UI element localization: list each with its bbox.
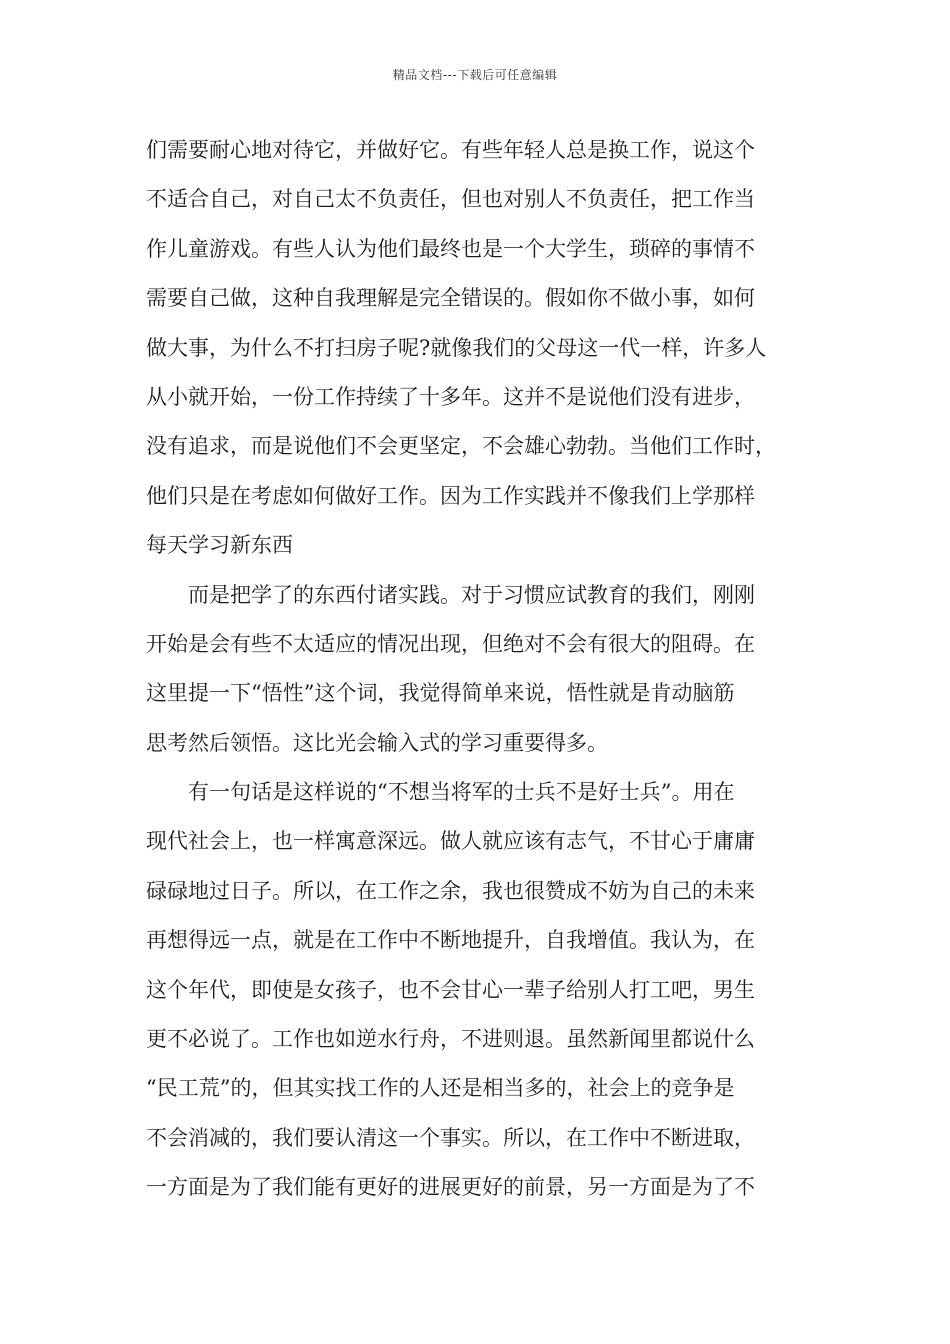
paragraph-3-line: 现代社会上，也一样寓意深远。做人就应该有志气，不甘心于庸庸 [146,829,755,854]
paragraph-3-line: 这个年代，即使是女孩子，也不会甘心一辈子给别人打工吧，男生 [146,977,755,1002]
paragraph-1-line: 做大事，为什么不打扫房子呢?就像我们的父母这一代一样，许多人 [146,335,767,360]
paragraph-3-line: 更不必说了。工作也如逆水行舟，不进则退。虽然新闻里都说什么 [146,1027,755,1052]
paragraph-1-line: 每天学习新东西 [146,533,293,558]
paragraph-1-line: 从小就开始，一份工作持续了十多年。这并不是说他们没有进步， [146,384,755,409]
paragraph-3-line: “民工荒”的，但其实找工作的人还是相当多的，社会上的竞争是 [146,1076,735,1101]
paragraph-1-line: 需要自己做，这种自我理解是完全错误的。假如你不做小事，如何 [146,286,755,311]
paragraph-2-line: 而是把学了的东西付诸实践。对于习惯应试教育的我们，刚刚 [188,582,755,607]
page-header: 精品文档---下载后可任意编辑 [392,68,558,82]
paragraph-2-line: 思考然后领悟。这比光会输入式的学习重要得多。 [146,730,608,755]
paragraph-3-line: 碌碌地过日子。所以，在工作之余，我也很赞成不妨为自己的未来 [146,878,755,903]
document-body [146,126,812,1213]
paragraph-1-line: 不适合自己，对自己太不负责任，但也对别人不负责任，把工作当 [146,187,755,212]
paragraph-2-line: 这里提一下“悟性”这个词，我觉得简单来说，悟性就是肯动脑筋 [146,681,735,706]
paragraph-2-line: 开始是会有些不太适应的情况出现，但绝对不会有很大的阻碍。在 [146,631,755,656]
paragraph-1-line: 们需要耐心地对待它，并做好它。有些年轻人总是换工作，说这个 [146,138,755,162]
paragraph-3-line: 再想得远一点，就是在工作中不断地提升，自我增值。我认为，在 [146,928,755,953]
paragraph-3-line: 不会消减的，我们要认清这一个事实。所以，在工作中不断进取， [146,1125,755,1150]
paragraph-3-line: 有一句话是这样说的“不想当将军的士兵不是好士兵”。用在 [188,780,735,805]
paragraph-3-line: 一方面是为了我们能有更好的进展更好的前景，另一方面是为了不 [146,1175,755,1200]
paragraph-1-line: 他们只是在考虑如何做好工作。因为工作实践并不像我们上学那样 [146,483,755,508]
paragraph-1-line: 没有追求，而是说他们不会更坚定，不会雄心勃勃。当他们工作时， [146,434,776,459]
paragraph-1-line: 作儿童游戏。有些人认为他们最终也是一个大学生，琐碎的事情不 [146,236,755,261]
